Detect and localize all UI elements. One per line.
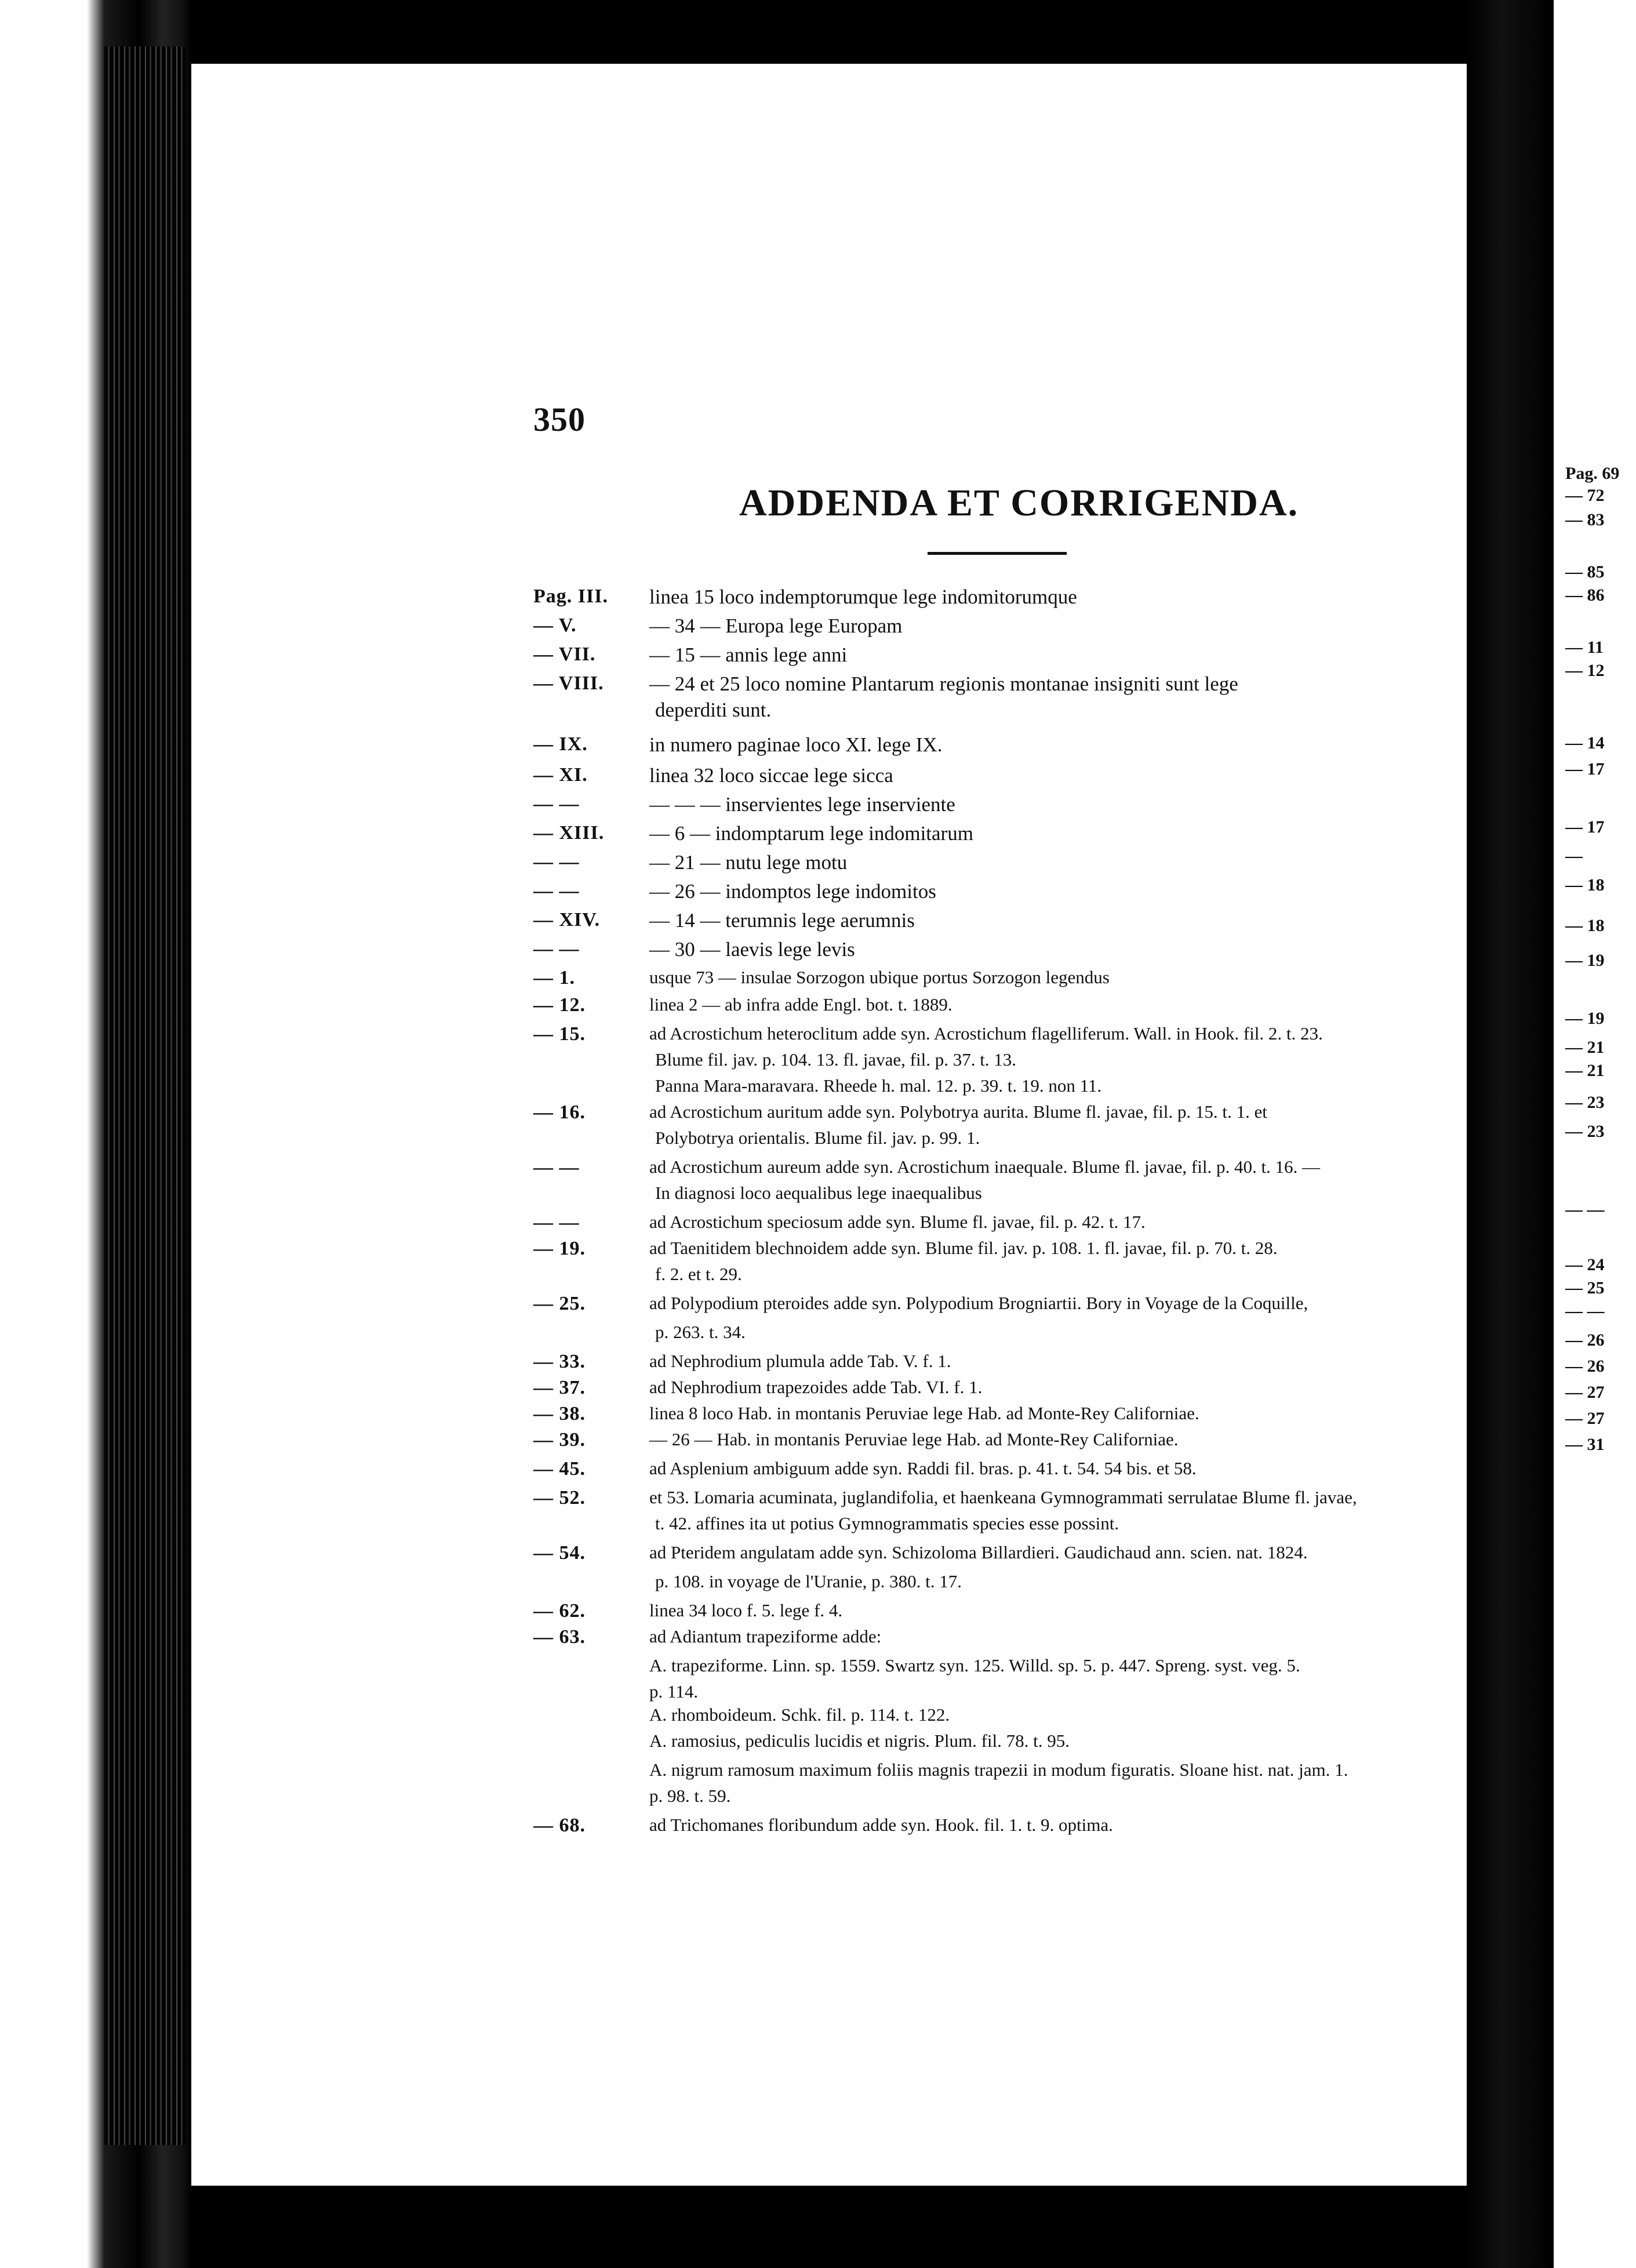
correction-text: ad Acrostichum aureum adde syn. Acrostichum inaequale. Blume fl. javae, fil. p. 40. t. 16. — (649, 1157, 1321, 1177)
correction-text: linea 15 loco indemptorumque lege indomitorumque (649, 586, 1077, 608)
errata-entry (533, 1513, 1461, 1542)
facing-page-line: — 72 (1565, 486, 1605, 505)
errata-entry (533, 764, 1461, 793)
page-reference: — 25. (533, 1293, 586, 1314)
correction-text: ad Pteridem angulatam adde syn. Schizoloma Billardieri. Gaudichaud ann. scien. nat. 1824. (649, 1542, 1308, 1562)
errata-entry (533, 1351, 1461, 1380)
errata-entry (533, 909, 1461, 938)
facing-page-line: — 26 (1565, 1357, 1605, 1376)
facing-page-line: — 17 (1565, 817, 1605, 837)
errata-entry (533, 1655, 1461, 1684)
correction-text: — 26 — indomptos lege indomitos (649, 880, 936, 903)
errata-entry (533, 1815, 1461, 1844)
facing-page-line: — 14 (1565, 733, 1605, 753)
correction-text: — 6 — indomptarum lege indomitarum (649, 822, 973, 845)
correction-text: — 24 et 25 loco nomine Plantarum regionis montanae insigniti sunt lege (649, 673, 1238, 695)
scan-top-border (191, 0, 1467, 64)
page-reference: — XIV. (533, 909, 600, 931)
correction-text: linea 8 loco Hab. in montanis Peruviae lege Hab. ad Monte-Rey Californiae. (649, 1403, 1199, 1423)
errata-entry (533, 1102, 1461, 1131)
page-reference: — 63. (533, 1626, 586, 1648)
page-reference: — VIII. (533, 673, 604, 694)
errata-entry (533, 1429, 1461, 1458)
errata-entry (533, 1264, 1461, 1293)
errata-entry (533, 1128, 1461, 1157)
page-title: ADDENDA ET CORRIGENDA. (739, 482, 1299, 524)
title-rule (928, 552, 1067, 555)
correction-text: A. ramosius, pediculis lucidis et nigris. Plum. fil. 78. t. 95. (649, 1731, 1070, 1751)
errata-entry (533, 1023, 1461, 1052)
errata-entry (533, 851, 1461, 880)
correction-text: linea 34 loco f. 5. lege f. 4. (649, 1600, 843, 1620)
page-reference: — — (533, 851, 580, 873)
errata-entry (533, 1704, 1461, 1733)
page-reference: — — (533, 1157, 580, 1178)
correction-text: p. 114. (649, 1681, 699, 1702)
page-reference: — — (533, 793, 580, 815)
facing-page-line: — 26 (1565, 1331, 1605, 1350)
errata-entry (533, 1487, 1461, 1516)
page-reference: — 12. (533, 994, 586, 1016)
errata-entry (533, 1403, 1461, 1432)
facing-page-line: — 23 (1565, 1122, 1605, 1141)
errata-entry (533, 1786, 1461, 1815)
errata-entry (533, 1571, 1461, 1600)
correction-text: — 21 — nutu lege motu (649, 851, 848, 874)
page-reference: — 54. (533, 1542, 586, 1564)
facing-page-line: — 24 (1565, 1255, 1605, 1274)
facing-page-line: — 18 (1565, 916, 1605, 935)
facing-page-line: — 23 (1565, 1093, 1605, 1112)
correction-text: linea 2 — ab infra adde Engl. bot. t. 1889. (649, 994, 952, 1015)
page-reference: — XI. (533, 764, 588, 786)
errata-entry (533, 1238, 1461, 1267)
page-reference: — 33. (533, 1351, 586, 1372)
errata-entry (533, 880, 1461, 909)
correction-text: — 15 — annis lege anni (649, 644, 848, 666)
correction-text: A. rhomboideum. Schk. fil. p. 114. t. 122. (649, 1704, 950, 1725)
page-reference: — 68. (533, 1815, 586, 1836)
correction-text: Panna Mara-maravara. Rheede h. mal. 12. p. 39. t. 19. non 11. (655, 1075, 1102, 1096)
page-reference: — XIII. (533, 822, 605, 844)
facing-page-line: — 27 (1565, 1383, 1605, 1402)
page-reference: — 52. (533, 1487, 586, 1509)
errata-entry (533, 1731, 1461, 1760)
correction-text: Polybotrya orientalis. Blume fil. jav. p. 99. 1. (655, 1128, 980, 1148)
facing-page-line: — — (1565, 1200, 1605, 1219)
correction-text: p. 263. t. 34. (655, 1322, 746, 1342)
errata-entry (533, 644, 1461, 673)
errata-entry (533, 1322, 1461, 1351)
correction-text: A. trapeziforme. Linn. sp. 1559. Swartz syn. 125. Willd. sp. 5. p. 447. Spreng. syst. veg. 5. (649, 1655, 1300, 1675)
correction-text: ad Adiantum trapeziforme adde: (649, 1626, 882, 1647)
correction-text: ad Nephrodium plumula adde Tab. V. f. 1. (649, 1351, 951, 1371)
errata-entry (533, 793, 1461, 822)
errata-entry (533, 822, 1461, 851)
errata-entry (533, 1542, 1461, 1571)
facing-page-line: — 17 (1565, 759, 1605, 779)
book-gutter (1467, 0, 1554, 2268)
errata-entry (533, 615, 1461, 644)
facing-page-line: — 85 (1565, 562, 1605, 581)
facing-page-line: — 11 (1565, 638, 1604, 657)
errata-entry (533, 1183, 1461, 1212)
errata-entry (533, 733, 1461, 762)
errata-entry (533, 1626, 1461, 1655)
page-reference: Pag. III. (533, 586, 608, 607)
errata-entry (533, 1075, 1461, 1104)
errata-entry (533, 1458, 1461, 1487)
correction-text: ad Nephrodium trapezoides adde Tab. VI. f. 1. (649, 1377, 983, 1397)
correction-text: ad Acrostichum auritum adde syn. Polybotrya aurita. Blume fl. javae, fil. p. 15. t. 1. et (649, 1102, 1267, 1122)
page-reference: — 62. (533, 1600, 586, 1622)
correction-text: In diagnosi loco aequalibus lege inaequalibus (655, 1183, 982, 1203)
errata-entry (533, 1377, 1461, 1406)
correction-text: ad Acrostichum heteroclitum adde syn. Acrostichum flagelliferum. Wall. in Hook. fil. 2. t. 23. (649, 1023, 1323, 1044)
facing-page-line: — (1565, 846, 1583, 866)
errata-entry (533, 673, 1461, 702)
correction-text: — 14 — terumnis lege aerumnis (649, 909, 915, 932)
facing-page-line: Pag. 69 (1565, 464, 1620, 483)
page-reference: — 37. (533, 1377, 586, 1398)
errata-entry (533, 967, 1461, 996)
correction-text: ad Asplenium ambiguum adde syn. Raddi fil. bras. p. 41. t. 54. 54 bis. et 58. (649, 1458, 1197, 1478)
correction-text: — 34 — Europa lege Europam (649, 615, 903, 637)
correction-text: ad Acrostichum speciosum adde syn. Blume fl. javae, fil. p. 42. t. 17. (649, 1212, 1146, 1232)
facing-page-line: — 19 (1565, 1009, 1605, 1028)
page-reference: — — (533, 880, 580, 902)
errata-entry (533, 1049, 1461, 1078)
facing-page-line: — 27 (1565, 1409, 1605, 1428)
page-reference: — — (533, 938, 580, 959)
correction-text: — 30 — laevis lege levis (649, 938, 855, 961)
errata-entry (533, 994, 1461, 1023)
page-reference: — 39. (533, 1429, 586, 1451)
page-reference: — 38. (533, 1403, 586, 1424)
facing-page-line: — 83 (1565, 510, 1605, 529)
facing-page-line: — 19 (1565, 951, 1605, 970)
correction-text: f. 2. et t. 29. (655, 1264, 742, 1284)
correction-text: — 26 — Hab. in montanis Peruviae lege Hab. ad Monte-Rey Californiae. (649, 1429, 1179, 1449)
facing-page-line: — 86 (1565, 586, 1605, 605)
page-reference: — 19. (533, 1238, 586, 1259)
page-number: 350 (533, 401, 586, 438)
facing-page-line: — — (1565, 1302, 1605, 1321)
correction-text: — — — inservientes lege inserviente (649, 793, 955, 816)
correction-text: et 53. Lomaria acuminata, juglandifolia, et haenkeana Gymnogrammati serrulatae Blume fl. javae, (649, 1487, 1357, 1507)
facing-page-line: — 25 (1565, 1278, 1605, 1297)
errata-entry (533, 1212, 1461, 1241)
errata-entry (533, 1760, 1461, 1789)
errata-entry (533, 699, 1461, 728)
facing-page-line: — 31 (1565, 1435, 1605, 1454)
page-reference: — VII. (533, 644, 596, 665)
facing-page-line: — 21 (1565, 1061, 1605, 1080)
correction-text: ad Taenitidem blechnoidem adde syn. Blume fil. jav. p. 108. 1. fl. javae, fil. p. 70. t. 28. (649, 1238, 1278, 1258)
page-edge-stripes (104, 46, 186, 2145)
correction-text: A. nigrum ramosum maximum foliis magnis trapezii in modum figuratis. Sloane hist. nat. jam. 1. (649, 1760, 1348, 1780)
correction-text: Blume fil. jav. p. 104. 13. fl. javae, fil. p. 37. t. 13. (655, 1049, 1017, 1070)
errata-entry (533, 938, 1461, 967)
errata-entry (533, 586, 1461, 615)
page-reference: — 16. (533, 1102, 586, 1123)
page-reference: — V. (533, 615, 577, 636)
page-reference: — — (533, 1212, 580, 1233)
correction-text: t. 42. affines ita ut potius Gymnogrammatis species esse possint. (655, 1513, 1119, 1533)
facing-page-line: — 18 (1565, 875, 1605, 895)
correction-text: deperditi sunt. (655, 699, 772, 721)
page-reference: — 45. (533, 1458, 586, 1480)
correction-text: p. 98. t. 59. (649, 1786, 731, 1806)
correction-text: linea 32 loco siccae lege sicca (649, 764, 893, 787)
page-reference: — IX. (533, 733, 588, 755)
scan-bottom-border (191, 2186, 1467, 2268)
errata-entry (533, 1293, 1461, 1322)
facing-page-line: — 12 (1565, 661, 1605, 680)
page-reference: — 15. (533, 1023, 586, 1045)
correction-text: ad Trichomanes floribundum adde syn. Hook. fil. 1. t. 9. optima. (649, 1815, 1113, 1835)
errata-entry (533, 1157, 1461, 1186)
correction-text: p. 108. in voyage de l'Uranie, p. 380. t. 17. (655, 1571, 962, 1591)
correction-text: usque 73 — insulae Sorzogon ubique portus Sorzogon legendus (649, 967, 1110, 987)
correction-text: in numero paginae loco XI. lege IX. (649, 733, 943, 756)
page-reference: — 1. (533, 967, 575, 988)
errata-entry (533, 1600, 1461, 1629)
facing-page-line: — 21 (1565, 1038, 1605, 1057)
correction-text: ad Polypodium pteroides adde syn. Polypodium Brogniartii. Bory in Voyage de la Coquille, (649, 1293, 1308, 1313)
